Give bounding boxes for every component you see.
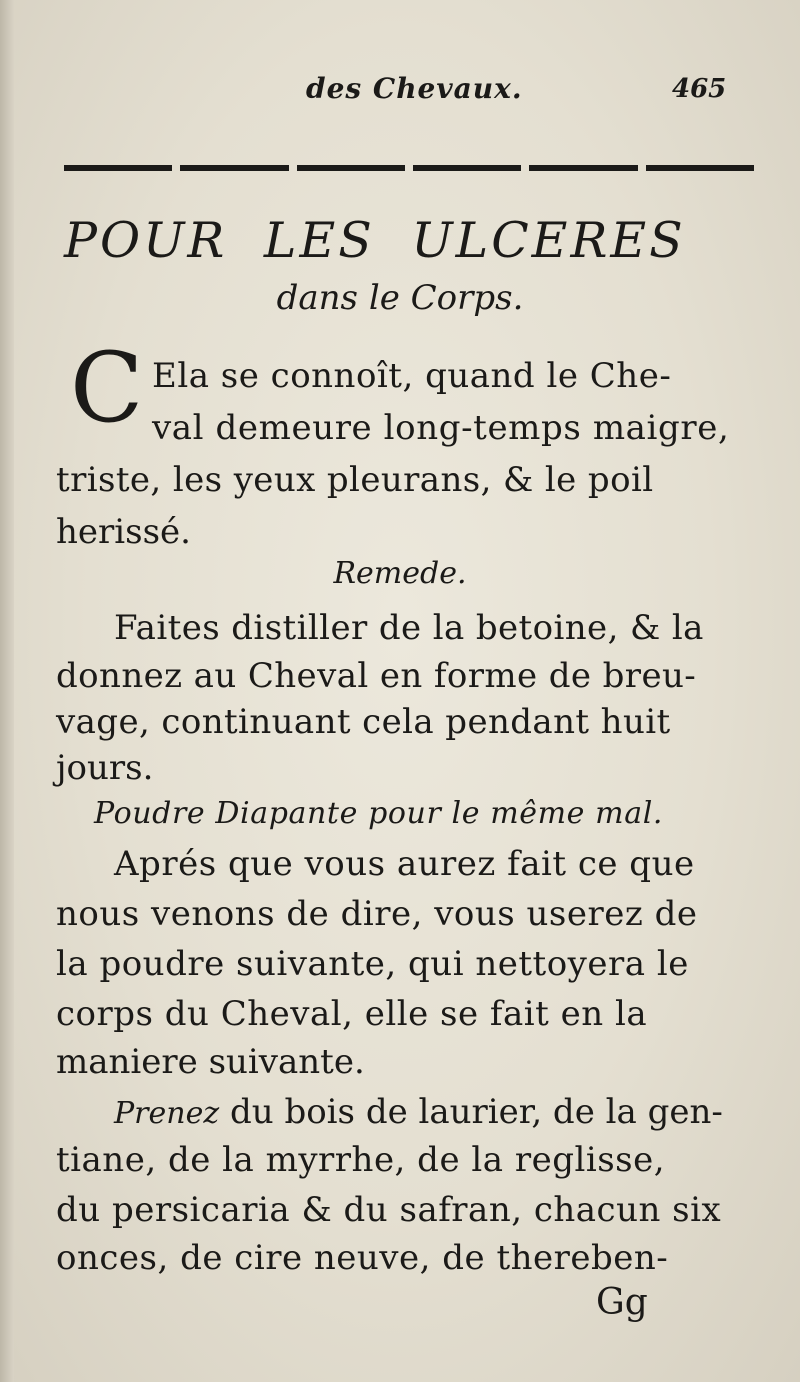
text-line: jours. bbox=[56, 748, 154, 788]
rule-segment bbox=[180, 165, 288, 171]
text-line: du persicaria & du safran, chacun six bbox=[56, 1190, 722, 1230]
poudre-heading: Poudre Diapante pour le même mal. bbox=[94, 796, 664, 831]
text-line: corps du Cheval, elle se fait en la bbox=[56, 994, 648, 1034]
rule-segment bbox=[64, 165, 172, 171]
text-line: tiane, de la myrrhe, de la reglisse, bbox=[56, 1140, 666, 1180]
section-subtitle: dans le Corps. bbox=[276, 278, 524, 318]
remede-heading: Remede. bbox=[333, 556, 467, 591]
text-line: maniere suivante. bbox=[56, 1042, 365, 1082]
rule-segment bbox=[529, 165, 637, 171]
text-line: Faites distiller de la betoine, & la bbox=[114, 608, 704, 648]
text-line: val demeure long-temps maigre, bbox=[152, 408, 730, 448]
text-line: donnez au Cheval en forme de breu- bbox=[56, 656, 697, 696]
rule-segment bbox=[646, 165, 754, 171]
text-line: nous venons de dire, vous userez de bbox=[56, 894, 698, 934]
page-number: 465 bbox=[672, 74, 727, 104]
ornamental-rule bbox=[64, 164, 754, 174]
text-line: Aprés que vous aurez fait ce que bbox=[114, 844, 695, 884]
page-gutter bbox=[0, 0, 14, 1382]
text-line: la poudre suivante, qui nettoyera le bbox=[56, 944, 689, 984]
prenez-word: Prenez bbox=[114, 1096, 220, 1131]
drop-cap: C bbox=[70, 332, 144, 444]
text-line: onces, de cire neuve, de thereben- bbox=[56, 1238, 669, 1278]
signature-mark: Gg bbox=[596, 1282, 648, 1323]
text-line: herissé. bbox=[56, 512, 191, 552]
text-fragment: du bois de laurier, de la gen- bbox=[219, 1092, 723, 1132]
rule-segment bbox=[297, 165, 405, 171]
text-line: Ela se connoît, quand le Che- bbox=[152, 356, 672, 396]
section-title: POUR LES ULCERES bbox=[64, 212, 686, 269]
running-head: des Chevaux. bbox=[306, 72, 523, 105]
text-line: vage, continuant cela pendant huit bbox=[56, 702, 671, 742]
text-line: triste, les yeux pleurans, & le poil bbox=[56, 460, 654, 500]
rule-segment bbox=[413, 165, 521, 171]
text-line bbox=[114, 1090, 723, 1136]
